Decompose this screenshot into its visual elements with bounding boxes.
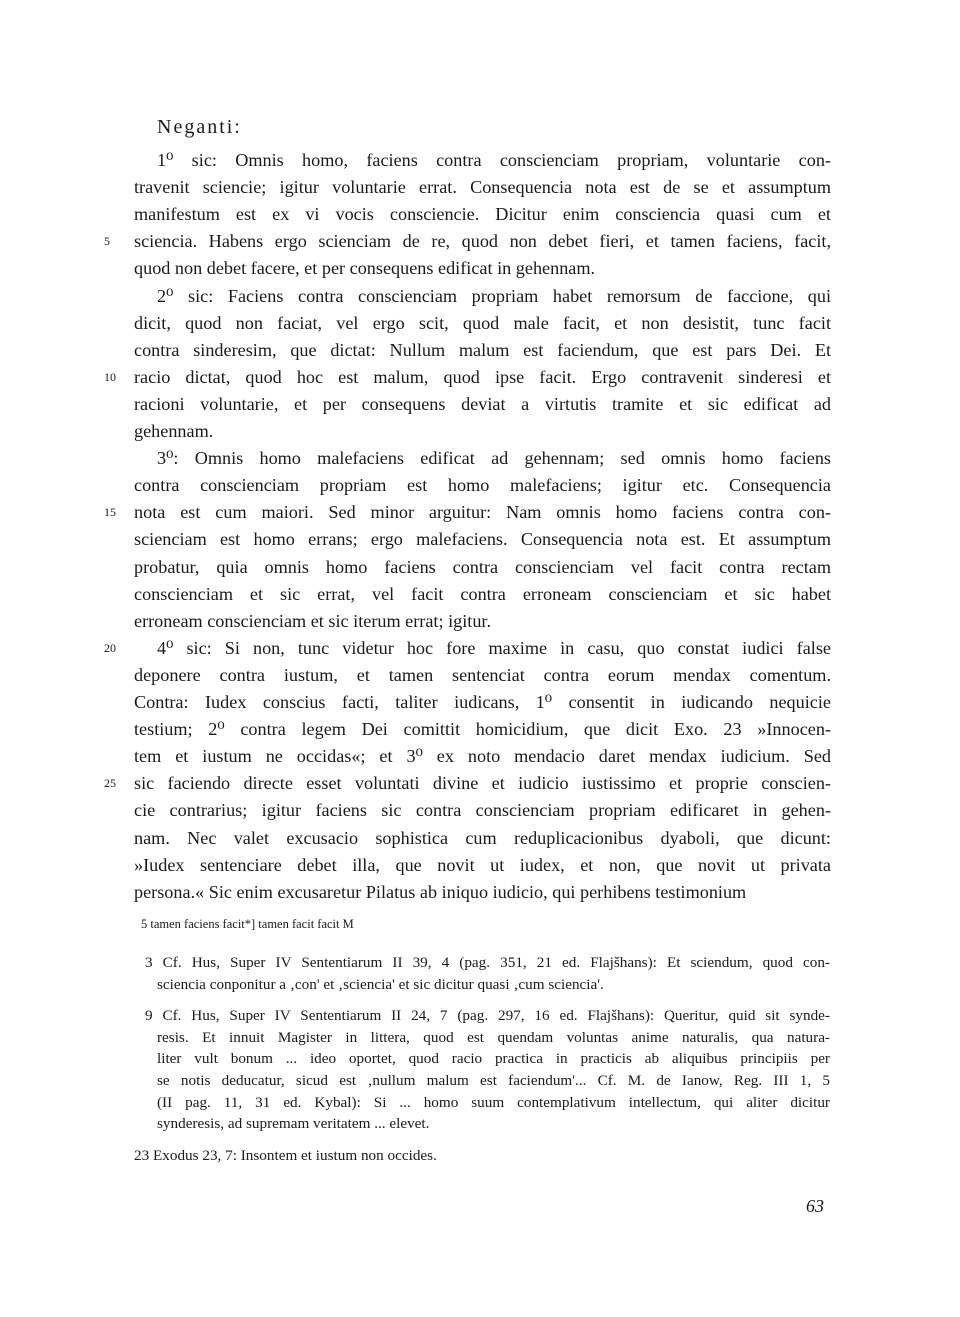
text-line: contra conscienciam propriam est homo malefaciens; igitur etc. Consequencia: [134, 475, 831, 496]
text-line: nam. Nec valet excusacio sophistica cum reduplicacionibus dyaboli, que dicunt:: [134, 827, 831, 848]
text-line: deponere contra iustum, et tamen sentenciat contra eorum mendax comentum.: [134, 664, 831, 685]
text-line: dicit, quod non faciat, vel ergo scit, quod male facit, et non desistit, tunc facit: [134, 312, 831, 333]
page-number: 63: [806, 1196, 824, 1216]
footnote-line: synderesis, ad supremam veritatem ... elevet.: [157, 1115, 430, 1133]
text-line: manifestum est ex vi vocis consciencie. Dicitur enim consciencia quasi cum et: [134, 204, 831, 225]
line-number: 20: [104, 640, 116, 655]
text-line: erroneam conscienciam et sic iterum errat; igitur.: [134, 610, 492, 631]
footnote-line: 9 Cf. Hus, Super IV Sententiarum II 24, 7 (pag. 297, 16 ed. Flajšhans): Queritur, quid sit synde-: [145, 1007, 830, 1025]
section-heading: Neganti:: [157, 116, 242, 138]
text-line: 1⁰ sic: Omnis homo, faciens contra conscienciam propriam, voluntarie con-: [157, 150, 831, 170]
text-line: »Iudex sentenciare debet illa, que novit ut iudex, et non, que novit ut privata: [134, 854, 831, 875]
critical-apparatus: 5 tamen faciens facit*] tamen facit facit M: [141, 917, 354, 931]
footnote-line: 23 Exodus 23, 7: Insontem et iustum non occides.: [134, 1146, 437, 1164]
text-line: racio dictat, quod hoc est malum, quod ipse facit. Ergo contravenit sinderesi et: [134, 366, 831, 387]
text-line: contra sinderesim, que dictat: Nullum malum est faciendum, que est pars Dei. Et: [134, 339, 831, 360]
text-line: probatur, quia omnis homo faciens contra conscienciam vel facit contra rectam: [134, 556, 831, 577]
footnote-line: (II pag. 11, 31 ed. Kybal): Si ... homo suum contemplativum intellectum, qui aliter dicitur: [157, 1093, 830, 1111]
text-line: 3⁰: Omnis homo malefaciens edificat ad gehennam; sed omnis homo faciens: [157, 448, 831, 469]
footnote-line: resis. Et innuit Magister in littera, quod est quendam voluntas anime naturalis, qua natura-: [157, 1028, 830, 1046]
text-line: testium; 2⁰ contra legem Dei comittit homicidium, que dicit Exo. 23 »Innocen-: [134, 719, 831, 740]
text-line: nota est cum maiori. Sed minor arguitur: Nam omnis homo faciens contra con-: [134, 502, 831, 523]
text-line: conscienciam et sic errat, vel facit contra erroneam conscienciam et sic habet: [134, 583, 831, 604]
text-line: cie contrarius; igitur faciens sic contra conscienciam propriam edificaret in gehen-: [134, 800, 831, 821]
text-line: sic faciendo directe esset voluntati divine et iudicio iustissimo et proprie conscien-: [134, 773, 831, 794]
text-line: persona.« Sic enim excusaretur Pilatus ab iniquo iudicio, qui perhibens testimonium: [134, 881, 747, 902]
text-line: sciencia. Habens ergo scienciam de re, quod non debet fieri, et tamen faciens, facit,: [134, 231, 831, 252]
text-line: 4⁰ sic: Si non, tunc videtur hoc fore maxime in casu, quo constat iudici false: [157, 637, 831, 658]
line-number: 15: [104, 505, 116, 520]
text-line: gehennam.: [134, 421, 214, 441]
line-number: 25: [104, 776, 116, 791]
text-line: travenit sciencie; igitur voluntarie errat. Consequencia nota est de se et assumptum: [134, 177, 831, 198]
text-line: scienciam est homo errans; ergo malefaciens. Consequencia nota est. Et assumptum: [134, 529, 831, 550]
text-line: racioni voluntarie, et per consequens deviat a virtutis tramite et sic edificat ad: [134, 393, 831, 414]
footnote-line: 3 Cf. Hus, Super IV Sententiarum II 39, 4 (pag. 351, 21 ed. Flajšhans): Et sciendum, quod con-: [145, 954, 830, 971]
text-line: Contra: Iudex conscius facti, taliter iudicans, 1⁰ consentit in iudicando nequicie: [134, 692, 831, 712]
text-line: tem et iustum ne occidas«; et 3⁰ ex noto mendacio daret mendax iudicium. Sed: [134, 746, 831, 767]
text-line: 2⁰ sic: Faciens contra conscienciam propriam habet remorsum de faccione, qui: [157, 285, 831, 306]
footnote-line: sciencia conponitur a ‚con' et ‚sciencia' et sic dicitur quasi ‚cum sciencia'.: [157, 975, 604, 993]
line-number: 10: [104, 369, 116, 384]
footnote-line: liter vult bonum ... ideo oportet, quod racio practica in practicis ab aliquibus principiis per: [157, 1050, 830, 1068]
line-number: 5: [104, 234, 110, 249]
footnote-line: se notis deducatur, sicud est ‚nullum malum est faciendum'... Cf. M. de Ianow, Reg. III 1, 5: [157, 1072, 830, 1089]
text-line: quod non debet facere, et per consequens edificat in gehennam.: [134, 258, 596, 279]
